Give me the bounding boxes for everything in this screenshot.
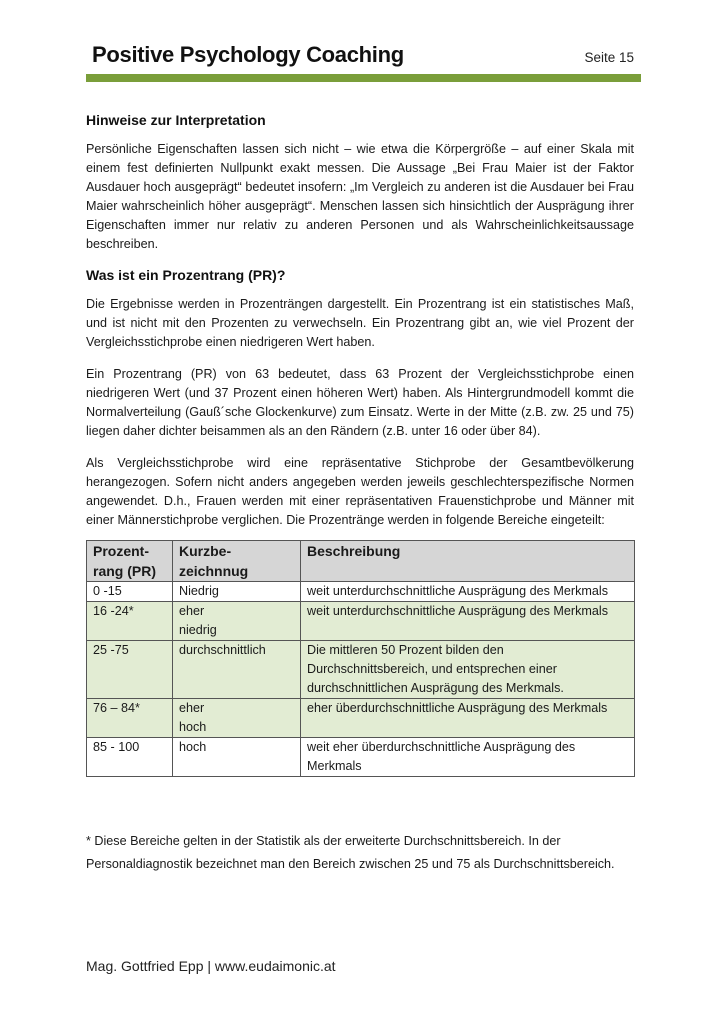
table-header-beschreibung: [301, 541, 635, 582]
page-number: Seite 15: [584, 50, 634, 65]
cell-pr: 0 -15: [87, 582, 173, 602]
page-header: [86, 42, 640, 72]
paragraph-interpretation: Persönliche Eigenschaften lassen sich nicht – wie etwa die Körpergröße – auf einer Skala mit einem fest definierten Nullpunkt exakt messen. Die Aussage „Bei Frau Maier ist der Faktor Ausdauer hoch ausgeprägt“ bedeutet insofern: „Im Vergleich zu anderen ist die Ausdauer bei Frau Maier wahrscheinlich höher ausgeprägt“. Menschen lassen sich hinsichtlich der Ausprägung ihrer Eigenschaften immer nur relativ zu anderen Personen und als Wahrscheinlichkeitsaussage beschreiben.: [86, 142, 634, 251]
section-heading-interpretation: Hinweise zur Interpretation: [86, 112, 266, 128]
page-content: [86, 110, 634, 777]
table-row: [87, 699, 635, 738]
cell-pr: 25 -75: [87, 641, 173, 699]
cell-desc: weit unterdurchschnittliche Ausprägung des Merkmals: [301, 582, 635, 602]
table-header-kurzbezeichnung: [173, 541, 301, 582]
table-row: [87, 641, 635, 699]
header-accent-rule: [86, 74, 641, 82]
table-row: [87, 602, 635, 641]
document-title: Positive Psychology Coaching: [92, 42, 404, 67]
cell-desc: Die mittleren 50 Prozent bilden den Durchschnittsbereich, und entsprechen einer durchschnittlichen Ausprägung des Merkmals.: [301, 641, 635, 699]
cell-kurz: eher niedrig: [173, 602, 301, 641]
cell-kurz: Niedrig: [173, 582, 301, 602]
cell-desc: eher überdurchschnittliche Ausprägung des Merkmals: [301, 699, 635, 738]
prozentrang-table: [86, 540, 635, 777]
cell-kurz: eher hoch: [173, 699, 301, 738]
cell-kurz: hoch: [173, 738, 301, 777]
table-row: [87, 582, 635, 602]
cell-pr: 85 - 100: [87, 738, 173, 777]
table-header-prozentrang: [87, 541, 173, 582]
cell-pr: 76 – 84*: [87, 699, 173, 738]
header-text: Prozent- rang (PR): [93, 543, 156, 579]
cell-kurz: durchschnittlich: [173, 641, 301, 699]
paragraph-prozentrang-definition: Die Ergebnisse werden in Prozenträngen dargestellt. Ein Prozentrang ist ein statistisches Maß, und ist nicht mit den Prozenten zu verwechseln. Ein Prozentrang gibt an, wie viel Prozent der Vergleichsstichprobe einen niedrigeren Wert haben.: [86, 297, 634, 349]
header-text: Beschreibung: [307, 543, 401, 559]
cell-pr: 16 -24*: [87, 602, 173, 641]
section-heading-prozentrang: Was ist ein Prozentrang (PR)?: [86, 267, 286, 283]
table-header-row: [87, 541, 635, 582]
table-footnote: * Diese Bereiche gelten in der Statistik als der erweiterte Durchschnittsbereich. In der Personaldiagnostik bezeichnet man den Bereich zwischen 25 und 75 als Durchschnittsbereich.: [86, 834, 615, 871]
table-row: [87, 738, 635, 777]
paragraph-vergleichsstichprobe: Als Vergleichsstichprobe wird eine repräsentative Stichprobe der Gesamtbevölkerung herangezogen. Sofern nicht anders angegeben werden jeweils geschlechterspezifische Normen angewendet. D.h., Frauen werden mit einer repräsentativen Frauenstichprobe und Männer mit einer Männerstichprobe verglichen. Die Prozentränge werden in folgende Bereiche eingeteilt:: [86, 456, 634, 527]
cell-desc: weit unterdurchschnittliche Ausprägung des Merkmals: [301, 602, 635, 641]
paragraph-prozentrang-example: Ein Prozentrang (PR) von 63 bedeutet, dass 63 Prozent der Vergleichsstichprobe einen niedrigeren Wert (und 37 Prozent einen höheren Wert) haben. Als Hintergrundmodell kommt die Normalverteilung (Gauß´sche Glockenkurve) zum Einsatz. Werte in der Mitte (z.B. zw. 25 und 75) liegen daher dichter beisammen als an den Rändern (z.B. unter 16 oder über 84).: [86, 367, 634, 438]
page-footer: Mag. Gottfried Epp | www.eudaimonic.at: [86, 958, 336, 974]
header-text: Kurzbe- zeichnnug: [179, 543, 249, 579]
cell-desc: weit eher überdurchschnittliche Ausprägung des Merkmals: [301, 738, 635, 777]
